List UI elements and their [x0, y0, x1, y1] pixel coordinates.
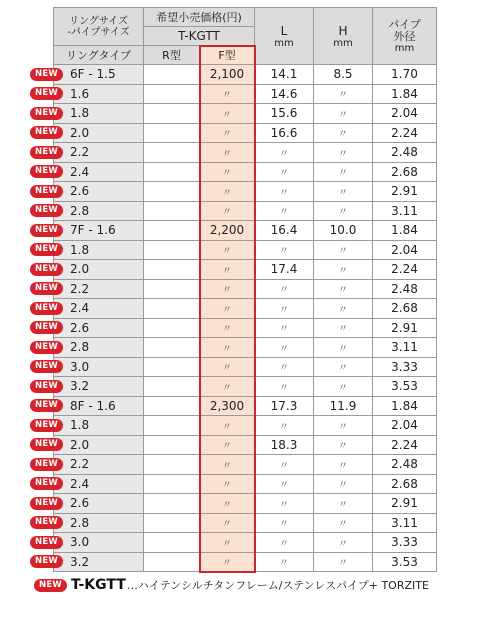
cell-f-price: 〃	[200, 377, 255, 397]
cell-pipe-od: 1.84	[373, 396, 437, 416]
cell-ring-size: 3.2	[54, 377, 144, 397]
cell-l: 14.6	[255, 84, 314, 104]
cell-l: 〃	[255, 182, 314, 202]
header-h-label: H	[338, 23, 348, 38]
cell-ring-size: 1.8	[54, 240, 144, 260]
cell-r-price	[144, 162, 200, 182]
cell-l: 〃	[255, 201, 314, 221]
cell-f-price: 〃	[200, 338, 255, 358]
cell-l: 18.3	[255, 435, 314, 455]
cell-r-price	[144, 552, 200, 572]
new-badge: NEW	[30, 243, 63, 256]
table-row	[54, 377, 437, 397]
cell-r-price	[144, 513, 200, 533]
new-badge: NEW	[30, 399, 63, 412]
table-row	[54, 143, 437, 163]
cell-r-price	[144, 221, 200, 241]
cell-ring-size: 2.0	[54, 435, 144, 455]
header-model: T-KGTT	[144, 27, 255, 46]
new-badge: NEW	[30, 224, 63, 237]
new-badge: NEW	[30, 107, 63, 120]
new-badge: NEW	[30, 380, 63, 393]
cell-ring-size: 3.2	[54, 552, 144, 572]
cell-ring-size: 2.8	[54, 201, 144, 221]
cell-pipe-od: 3.11	[373, 201, 437, 221]
cell-h: 〃	[314, 123, 373, 143]
cell-r-price	[144, 65, 200, 85]
cell-f-price: 〃	[200, 260, 255, 280]
cell-r-price	[144, 416, 200, 436]
cell-l: 〃	[255, 377, 314, 397]
cell-r-price	[144, 182, 200, 202]
header-pipe-od-label: パイプ 外径	[388, 17, 421, 43]
spec-table	[53, 7, 437, 572]
cell-ring-size: 2.6	[54, 318, 144, 338]
cell-pipe-od: 2.24	[373, 123, 437, 143]
cell-pipe-od: 2.04	[373, 104, 437, 124]
cell-l: 〃	[255, 513, 314, 533]
cell-ring-size: 2.2	[54, 455, 144, 475]
cell-pipe-od: 2.24	[373, 260, 437, 280]
cell-l: 〃	[255, 162, 314, 182]
cell-pipe-od: 3.53	[373, 552, 437, 572]
cell-r-price	[144, 318, 200, 338]
header-r-type: R型	[144, 46, 200, 65]
new-badge: NEW	[30, 204, 63, 217]
cell-f-price: 〃	[200, 123, 255, 143]
cell-f-price: 〃	[200, 84, 255, 104]
cell-l: 17.3	[255, 396, 314, 416]
cell-f-price: 2,100	[200, 65, 255, 85]
cell-h: 〃	[314, 182, 373, 202]
cell-h: 〃	[314, 299, 373, 319]
new-badge: NEW	[30, 87, 63, 100]
cell-h: 〃	[314, 162, 373, 182]
table-row	[54, 279, 437, 299]
cell-h: 〃	[314, 201, 373, 221]
table-row	[54, 455, 437, 475]
cell-ring-size: 2.8	[54, 338, 144, 358]
cell-f-price: 〃	[200, 299, 255, 319]
cell-ring-size: 2.4	[54, 162, 144, 182]
cell-ring-size: 1.6	[54, 84, 144, 104]
table-row	[54, 65, 437, 85]
cell-ring-size: 7F - 1.6	[54, 221, 144, 241]
cell-l: 16.4	[255, 221, 314, 241]
cell-r-price	[144, 357, 200, 377]
cell-l: 〃	[255, 552, 314, 572]
cell-ring-size: 6F - 1.5	[54, 65, 144, 85]
cell-ring-size: 2.4	[54, 299, 144, 319]
cell-r-price	[144, 435, 200, 455]
cell-pipe-od: 2.91	[373, 182, 437, 202]
cell-h: 10.0	[314, 221, 373, 241]
new-badge: NEW	[30, 126, 63, 139]
cell-ring-size: 2.6	[54, 494, 144, 514]
table-row	[54, 104, 437, 124]
cell-ring-size: 2.2	[54, 143, 144, 163]
cell-l: 14.1	[255, 65, 314, 85]
cell-f-price: 〃	[200, 494, 255, 514]
cell-l: 〃	[255, 143, 314, 163]
cell-h: 〃	[314, 260, 373, 280]
cell-pipe-od: 2.48	[373, 143, 437, 163]
cell-h: 〃	[314, 416, 373, 436]
cell-pipe-od: 2.48	[373, 455, 437, 475]
table-row	[54, 396, 437, 416]
table-row	[54, 84, 437, 104]
cell-f-price: 〃	[200, 318, 255, 338]
cell-f-price: 〃	[200, 357, 255, 377]
table-row	[54, 260, 437, 280]
new-badge: NEW	[30, 321, 63, 334]
header-pipe-od	[373, 8, 437, 65]
header-pipe-od-unit: mm	[394, 42, 415, 54]
cell-ring-size: 3.0	[54, 357, 144, 377]
cell-h: 〃	[314, 552, 373, 572]
cell-f-price: 〃	[200, 240, 255, 260]
cell-h: 〃	[314, 143, 373, 163]
cell-pipe-od: 3.11	[373, 338, 437, 358]
new-badge: NEW	[30, 536, 63, 549]
cell-h: 〃	[314, 318, 373, 338]
cell-f-price: 〃	[200, 182, 255, 202]
new-badge: NEW	[30, 146, 63, 159]
cell-l: 17.4	[255, 260, 314, 280]
cell-r-price	[144, 104, 200, 124]
cell-ring-size: 2.6	[54, 182, 144, 202]
cell-pipe-od: 1.84	[373, 84, 437, 104]
cell-r-price	[144, 240, 200, 260]
cell-f-price: 〃	[200, 104, 255, 124]
cell-f-price: 〃	[200, 279, 255, 299]
cell-f-price: 〃	[200, 435, 255, 455]
cell-ring-size: 2.0	[54, 123, 144, 143]
new-badge: NEW	[30, 360, 63, 373]
cell-pipe-od: 2.68	[373, 162, 437, 182]
cell-h: 〃	[314, 104, 373, 124]
new-badge: NEW	[30, 438, 63, 451]
cell-f-price: 〃	[200, 416, 255, 436]
cell-ring-size: 2.2	[54, 279, 144, 299]
cell-h: 11.9	[314, 396, 373, 416]
table-row	[54, 494, 437, 514]
cell-ring-size: 3.0	[54, 533, 144, 553]
cell-pipe-od: 3.33	[373, 357, 437, 377]
cell-h: 〃	[314, 455, 373, 475]
table-row	[54, 338, 437, 358]
cell-r-price	[144, 260, 200, 280]
new-badge: NEW	[30, 165, 63, 178]
cell-f-price: 〃	[200, 533, 255, 553]
new-badge: NEW	[30, 68, 63, 81]
table-row	[54, 221, 437, 241]
cell-l: 16.6	[255, 123, 314, 143]
table-row	[54, 357, 437, 377]
cell-ring-size: 1.8	[54, 104, 144, 124]
new-badge: NEW	[30, 497, 63, 510]
header-l	[255, 8, 314, 65]
cell-f-price: 2,200	[200, 221, 255, 241]
header-ring-type: リングタイプ	[54, 46, 144, 65]
table-row	[54, 162, 437, 182]
cell-r-price	[144, 201, 200, 221]
cell-l: 15.6	[255, 104, 314, 124]
cell-ring-size: 2.4	[54, 474, 144, 494]
cell-l: 〃	[255, 299, 314, 319]
cell-l: 〃	[255, 474, 314, 494]
header-price-title: 希望小売価格(円)	[144, 8, 255, 27]
cell-r-price	[144, 396, 200, 416]
cell-h: 〃	[314, 338, 373, 358]
cell-h: 〃	[314, 435, 373, 455]
cell-ring-size: 2.8	[54, 513, 144, 533]
legend-new-badge: NEW	[34, 579, 67, 592]
cell-h: 〃	[314, 533, 373, 553]
cell-pipe-od: 3.11	[373, 513, 437, 533]
new-badge: NEW	[30, 458, 63, 471]
cell-r-price	[144, 533, 200, 553]
cell-l: 〃	[255, 533, 314, 553]
cell-r-price	[144, 455, 200, 475]
cell-pipe-od: 3.33	[373, 533, 437, 553]
cell-pipe-od: 2.68	[373, 299, 437, 319]
header-f-type: F型	[200, 46, 255, 65]
new-badge: NEW	[30, 516, 63, 529]
header-ring-size-pipe-size: リングサイズ -パイプサイズ	[54, 8, 144, 46]
header-l-unit: mm	[274, 37, 294, 49]
cell-h: 〃	[314, 377, 373, 397]
cell-r-price	[144, 84, 200, 104]
cell-f-price: 〃	[200, 143, 255, 163]
new-badge: NEW	[30, 555, 63, 568]
cell-h: 〃	[314, 279, 373, 299]
new-badge: NEW	[30, 302, 63, 315]
cell-r-price	[144, 279, 200, 299]
cell-h: 〃	[314, 474, 373, 494]
table-row	[54, 123, 437, 143]
cell-r-price	[144, 299, 200, 319]
cell-ring-size: 8F - 1.6	[54, 396, 144, 416]
cell-f-price: 2,300	[200, 396, 255, 416]
table-row	[54, 182, 437, 202]
cell-pipe-od: 1.84	[373, 221, 437, 241]
table-row	[54, 533, 437, 553]
table-row	[54, 552, 437, 572]
legend-description: …ハイテンシルチタンフレーム/ステンレスパイプ+ TORZITE	[126, 579, 429, 592]
header-h	[314, 8, 373, 65]
cell-h: 〃	[314, 494, 373, 514]
cell-r-price	[144, 494, 200, 514]
cell-ring-size: 2.0	[54, 260, 144, 280]
cell-r-price	[144, 338, 200, 358]
cell-r-price	[144, 143, 200, 163]
cell-pipe-od: 2.91	[373, 318, 437, 338]
cell-f-price: 〃	[200, 513, 255, 533]
cell-l: 〃	[255, 455, 314, 475]
cell-f-price: 〃	[200, 455, 255, 475]
cell-l: 〃	[255, 338, 314, 358]
cell-pipe-od: 2.24	[373, 435, 437, 455]
table-row	[54, 201, 437, 221]
new-badge: NEW	[30, 185, 63, 198]
new-badge: NEW	[30, 477, 63, 490]
cell-f-price: 〃	[200, 162, 255, 182]
cell-l: 〃	[255, 494, 314, 514]
cell-l: 〃	[255, 357, 314, 377]
cell-l: 〃	[255, 240, 314, 260]
new-badge: NEW	[30, 263, 63, 276]
table-row	[54, 240, 437, 260]
header-l-label: L	[280, 23, 288, 38]
cell-r-price	[144, 123, 200, 143]
table-row	[54, 299, 437, 319]
cell-pipe-od: 2.04	[373, 416, 437, 436]
cell-l: 〃	[255, 318, 314, 338]
cell-ring-size: 1.8	[54, 416, 144, 436]
cell-pipe-od: 3.53	[373, 377, 437, 397]
cell-l: 〃	[255, 279, 314, 299]
legend	[34, 577, 429, 593]
cell-l: 〃	[255, 416, 314, 436]
new-badge: NEW	[30, 282, 63, 295]
cell-r-price	[144, 474, 200, 494]
new-badge: NEW	[30, 341, 63, 354]
cell-f-price: 〃	[200, 474, 255, 494]
cell-pipe-od: 1.70	[373, 65, 437, 85]
new-badge: NEW	[30, 419, 63, 432]
header-h-unit: mm	[333, 37, 353, 49]
cell-pipe-od: 2.91	[373, 494, 437, 514]
cell-f-price: 〃	[200, 201, 255, 221]
table-row	[54, 513, 437, 533]
cell-h: 〃	[314, 84, 373, 104]
cell-pipe-od: 2.68	[373, 474, 437, 494]
cell-pipe-od: 2.04	[373, 240, 437, 260]
cell-h: 〃	[314, 513, 373, 533]
cell-f-price: 〃	[200, 552, 255, 572]
cell-h: 〃	[314, 240, 373, 260]
cell-pipe-od: 2.48	[373, 279, 437, 299]
cell-h: 〃	[314, 357, 373, 377]
table-row	[54, 474, 437, 494]
legend-title: T-KGTT	[71, 577, 126, 593]
table-row	[54, 435, 437, 455]
table-row	[54, 416, 437, 436]
cell-r-price	[144, 377, 200, 397]
table-row	[54, 318, 437, 338]
cell-h: 8.5	[314, 65, 373, 85]
